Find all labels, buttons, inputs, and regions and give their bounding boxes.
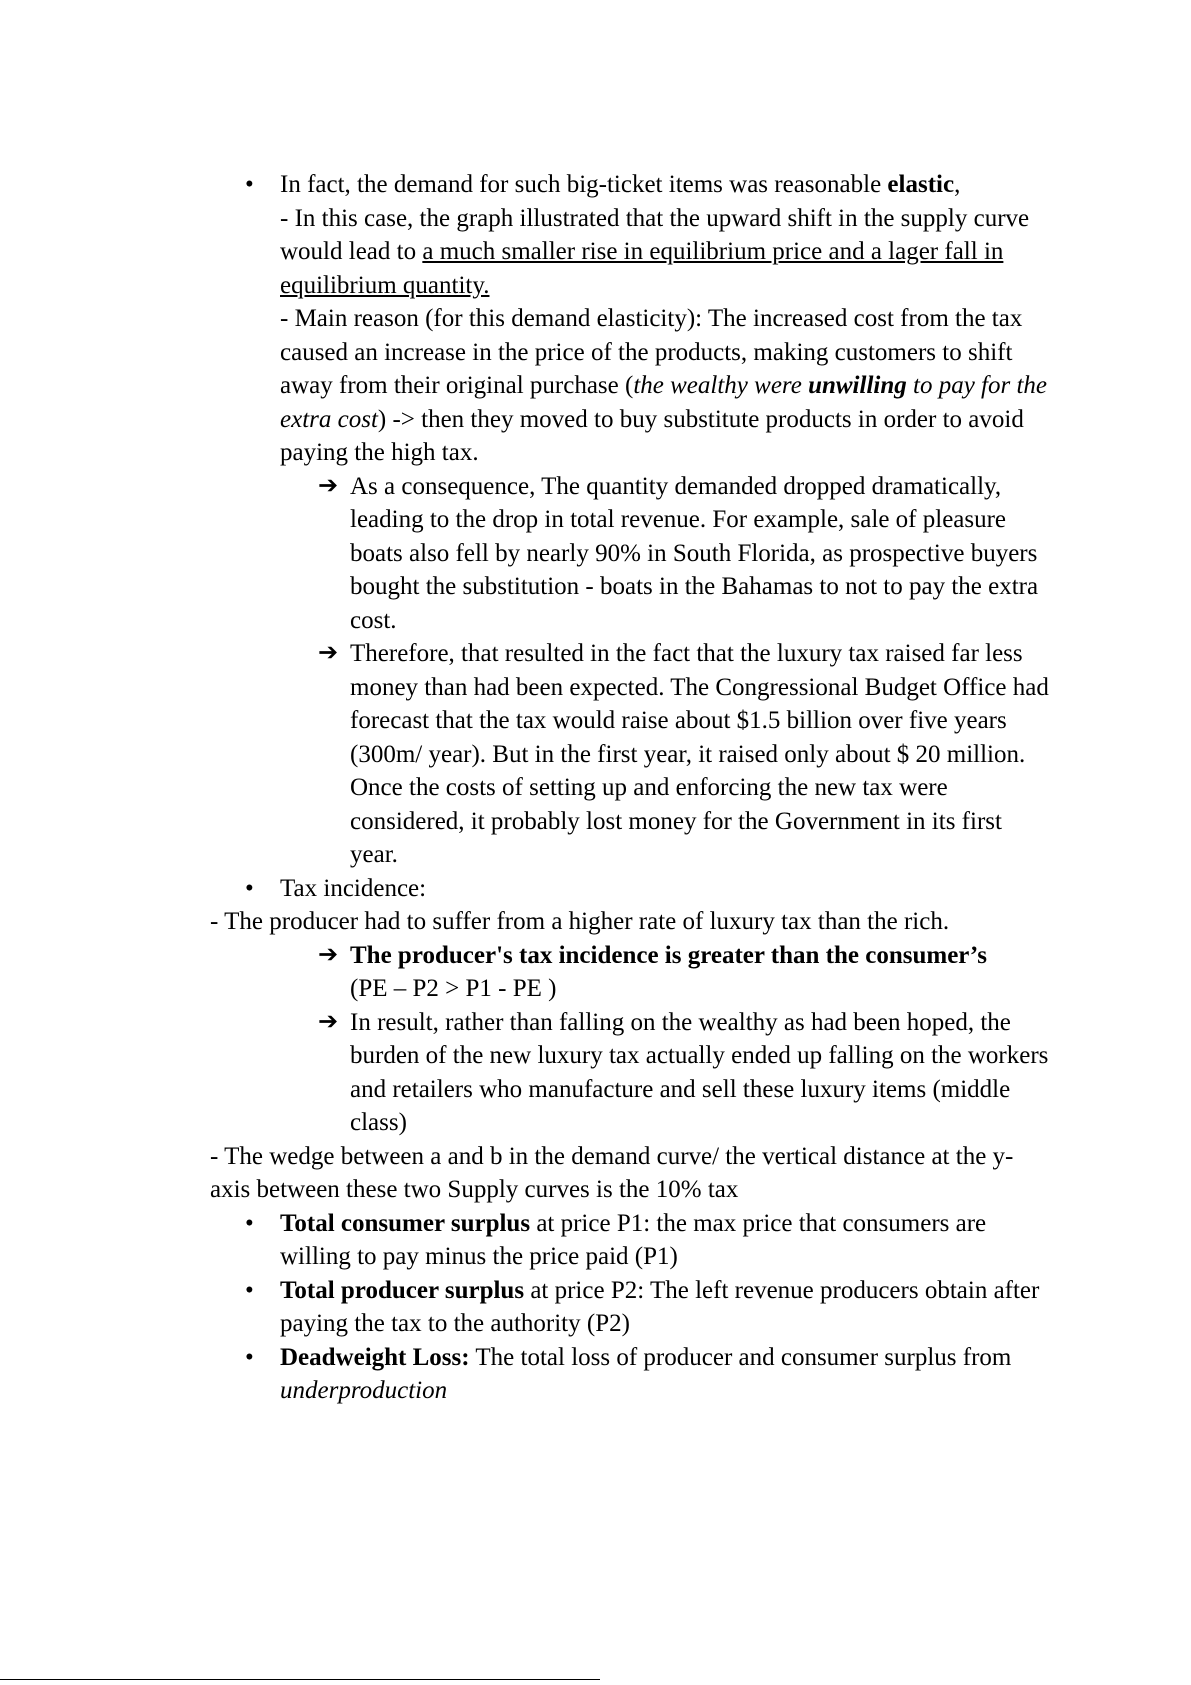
bullet-tax-incidence	[0, 872, 1050, 906]
elastic-term: elastic	[887, 171, 955, 198]
elastic-reason: - Main reason (for this demand elasticity): The increased cost from the tax caused an increase in the price of the products, making customers to shift away from their original purchase (the wealthy were unwilling to pay for the extra cost) -> then they moved to buy substitute products in order to avoid paying the high tax.	[280, 305, 1048, 466]
arrow-item-burden	[0, 1006, 1050, 1140]
incidence-heading: Tax incidence:	[280, 874, 427, 902]
elastic-case: - In this case, the graph illustrated that the upward shift in the supply curve would lead to a much smaller rise in equilibrium price and a lager fall in equilibrium quantity.	[280, 204, 1030, 299]
bullet-elastic-demand	[0, 168, 1050, 470]
burden-text: In result, rather than falling on the wealthy as had been hoped, the burden of the new luxury tax actually ended up falling on the workers and retailers who manufacture and sell these luxury items (middle class)	[350, 1008, 1049, 1136]
consumer-surplus-term: Total consumer surplus	[280, 1209, 531, 1237]
arrow-right-icon: ➔	[318, 472, 339, 499]
bullet-deadweight-loss: • Deadweight Loss: The total loss of producer and consumer surplus from underproduction	[0, 1341, 1050, 1408]
bullet-producer-surplus: • Total producer surplus at price P2: The left revenue producers obtain after paying the tax to the authority (P2)	[0, 1274, 1050, 1341]
arrow-consequence-text: As a consequence, The quantity demanded dropped dramatically, leading to the drop in total revenue. For example, sale of pleasure boats also fell by nearly 90% in South Florida, as prospective buyers bought the substitution - boats in the Bahamas to not to pay the extra cost.	[350, 472, 1039, 634]
deadweight-term: Deadweight Loss:	[280, 1343, 470, 1371]
wedge-statement: - The wedge between a and b in the demand curve/ the vertical distance at the y-axis between these two Supply curves is the 10% tax	[210, 1142, 1014, 1203]
arrow-right-icon: ➔	[318, 640, 339, 666]
unwilling-term: unwilling	[808, 372, 907, 399]
arrow-right-icon: ➔	[318, 1008, 339, 1035]
document-page	[0, 168, 1191, 1408]
incidence-statement: - The producer had to suffer from a higher rate of luxury tax than the rich.	[210, 908, 950, 935]
bullet-dot-icon: •	[245, 171, 254, 198]
elastic-case-underlined: a much smaller rise in equilibrium price and a lager fall in equilibrium quantity.	[280, 238, 1004, 299]
producer-surplus-term: Total producer surplus	[280, 1276, 525, 1304]
bullet-consumer-surplus: • Total consumer surplus at price P1: the max price that consumers are willing to pay minus the price paid (P1)	[0, 1207, 1050, 1274]
bullet-dot-icon: •	[245, 1276, 254, 1304]
elastic-lead: In fact, the demand for such big-ticket items was reasonable elastic,	[280, 171, 961, 198]
producer-incidence-statement: The producer's tax incidence is greater than the consumer’s	[350, 941, 987, 969]
arrow-therefore-text: Therefore, that resulted in the fact that the luxury tax raised far less money than had been expected. The Congressional Budget Office had forecast that the tax would raise about $1.5 billion over five years (300m/ year). But in the first year, it raised only about $ 20 million. Once the costs of setting up and enforcing the new tax were considered, it probably lost money for the Government in its first year.	[350, 640, 1049, 868]
bullet-dot-icon: •	[245, 1343, 254, 1371]
bullet-dot-icon: •	[245, 1209, 254, 1237]
arrow-right-icon: ➔	[318, 941, 339, 968]
arrow-item-producer-incidence	[0, 939, 1050, 1006]
arrow-item-consequence	[0, 470, 1050, 638]
bullet-dot-icon: •	[245, 874, 254, 902]
arrow-item-therefore	[0, 637, 1050, 872]
footnote-separator-line	[0, 1679, 600, 1680]
incidence-formula: (PE – P2 > P1 - PE )	[350, 975, 557, 1002]
